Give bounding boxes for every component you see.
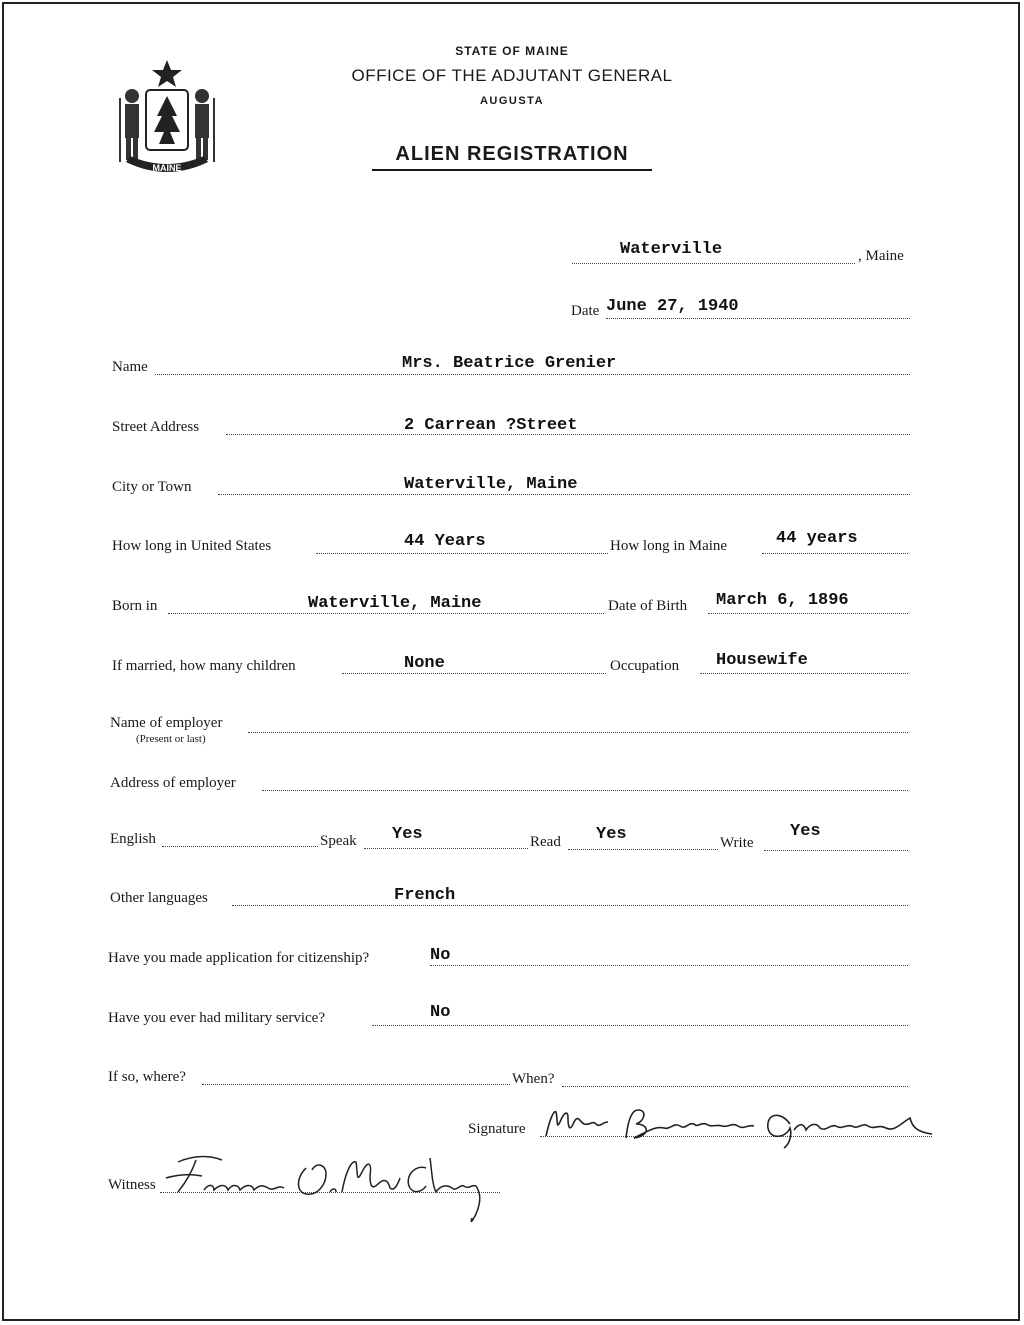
military-label: Have you ever had military service? (108, 1010, 325, 1026)
office-heading: OFFICE OF THE ADJUTANT GENERAL (351, 66, 673, 85)
born-in-line (168, 613, 604, 614)
place-value: Waterville (620, 240, 723, 259)
citizenship-line (430, 965, 908, 966)
how-long-us-line (316, 553, 608, 554)
how-long-maine-label: How long in Maine (610, 538, 728, 554)
military-line (372, 1025, 908, 1026)
name-line (155, 374, 910, 375)
city-line (218, 494, 910, 495)
citizenship-label: Have you made application for citizenship? (108, 950, 370, 966)
place-suffix: , Maine (858, 248, 904, 264)
write-line (764, 850, 908, 851)
employer-name-line (248, 732, 908, 733)
children-value: None (404, 654, 445, 673)
date-line (606, 318, 910, 319)
name-value: Mrs. Beatrice Grenier (402, 354, 617, 373)
where-line (202, 1084, 510, 1085)
date-value: June 27, 1940 (606, 297, 739, 316)
when-line (562, 1086, 908, 1087)
english-label: English (110, 831, 156, 847)
city-heading: AUGUSTA (479, 95, 545, 107)
how-long-maine-value: 44 years (776, 529, 858, 548)
write-label: Write (720, 835, 754, 851)
where-label: If so, where? (108, 1069, 186, 1085)
military-value: No (430, 1003, 451, 1022)
english-line (162, 846, 318, 847)
born-in-label: Born in (112, 598, 158, 614)
occupation-line (700, 673, 908, 674)
speak-label: Speak (320, 833, 357, 849)
form-title: ALIEN REGISTRATION (395, 143, 629, 165)
citizenship-value: No (430, 946, 451, 965)
name-label: Name (112, 359, 148, 375)
street-label: Street Address (112, 419, 200, 435)
read-line (568, 849, 718, 850)
speak-value: Yes (392, 825, 423, 844)
date-of-birth-line (708, 613, 908, 614)
state-heading: STATE OF MAINE (455, 44, 569, 58)
other-languages-value: French (394, 886, 456, 905)
place-line (572, 263, 855, 264)
witness-handwriting (156, 1148, 506, 1228)
born-in-value: Waterville, Maine (308, 594, 482, 613)
witness-label: Witness (108, 1177, 156, 1193)
children-label: If married, how many children (112, 658, 296, 674)
city-label: City or Town (112, 479, 192, 495)
other-languages-line (232, 905, 908, 906)
how-long-us-label: How long in United States (112, 538, 272, 554)
employer-address-label: Address of employer (110, 775, 236, 791)
employer-name-label: Name of employer (110, 715, 223, 731)
how-long-maine-line (762, 553, 908, 554)
write-value: Yes (790, 822, 821, 841)
speak-line (364, 848, 528, 849)
street-value: 2 Carrean ?Street (404, 416, 578, 435)
employer-name-sublabel: (Present or last) (136, 733, 206, 745)
read-label: Read (530, 834, 561, 850)
date-of-birth-label: Date of Birth (608, 598, 688, 614)
children-line (342, 673, 606, 674)
how-long-us-value: 44 Years (404, 532, 486, 551)
svg-text:MAINE: MAINE (152, 163, 182, 173)
signature-handwriting (540, 1100, 940, 1150)
date-label: Date (571, 303, 600, 319)
employer-address-line (262, 790, 908, 791)
occupation-label: Occupation (610, 658, 680, 674)
city-value: Waterville, Maine (404, 475, 578, 494)
other-languages-label: Other languages (110, 890, 208, 906)
date-of-birth-value: March 6, 1896 (716, 591, 849, 610)
when-label: When? (512, 1071, 555, 1087)
state-seal-icon (112, 58, 222, 182)
title-underline (372, 169, 652, 171)
signature-label: Signature (468, 1121, 526, 1137)
read-value: Yes (596, 825, 627, 844)
occupation-value: Housewife (716, 651, 808, 670)
